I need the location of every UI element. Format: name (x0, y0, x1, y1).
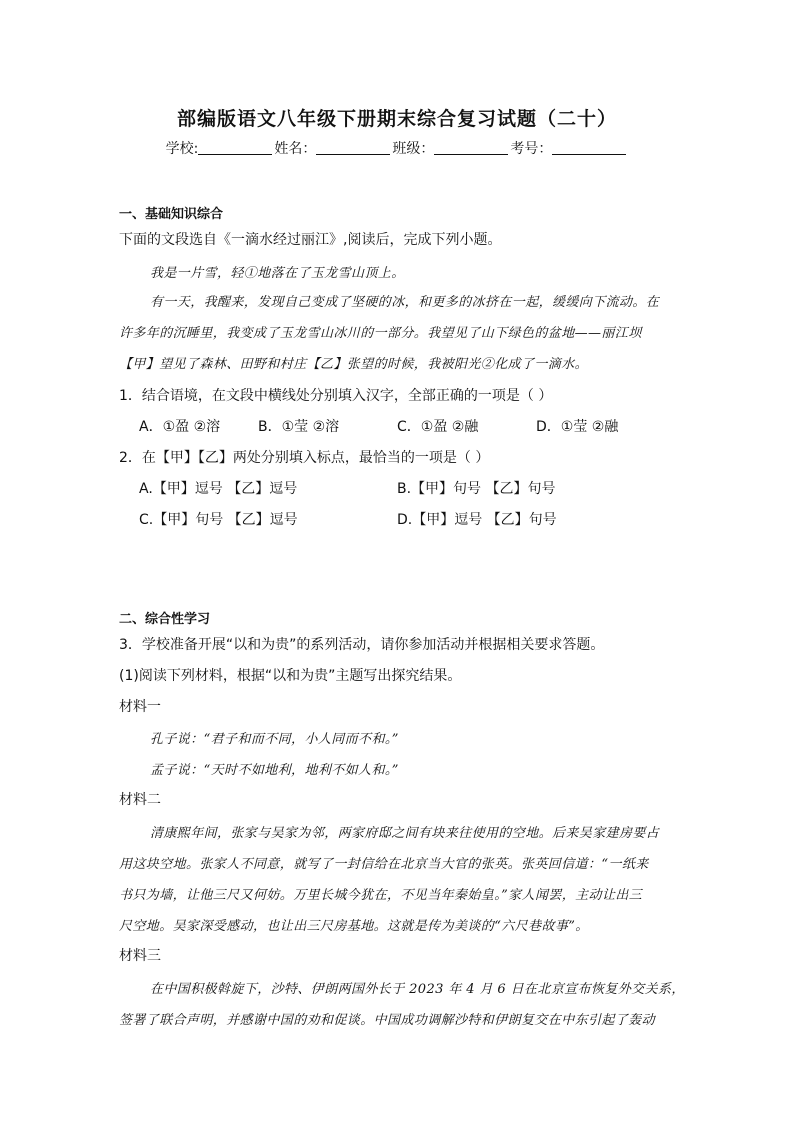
material-2-line: 用这块空地。张家人不同意，就写了一封信给在北京当大官的张英。张英回信道：“一纸来 (119, 857, 649, 872)
question-1: 1．结合语境，在文段中横线处分别填入汉字，全部正确的一项是（ ） (119, 388, 553, 404)
q1-option-d[interactable]: D．①莹 ②融 (536, 419, 619, 435)
name-label: 姓名： (274, 141, 317, 157)
class-blank (434, 140, 508, 155)
q1-option-c[interactable]: C．①盈 ②融 (397, 419, 479, 435)
q1-option-a[interactable]: A．①盈 ②溶 (139, 419, 221, 435)
school-blank (198, 140, 272, 155)
section-heading-1: 一、基础知识综合 (119, 207, 224, 222)
section1-intro: 下面的文段选自《一滴水经过丽江》,阅读后，完成下列小题。 (119, 232, 502, 248)
material-2-line: 书只为墙，让他三尺又何妨。万里长城今犹在，不见当年秦始皇。”家人闻罢，主动让出三 (119, 888, 643, 903)
material-1-line: 孔子说：“君子和而不同，小人同而不和。” (150, 732, 399, 747)
q2-option-d[interactable]: D.【甲】逗号 【乙】句号 (397, 512, 557, 528)
question-3-part-1: (1)阅读下列材料，根据“以和为贵”主题写出探究结果。 (119, 668, 462, 684)
name-blank (316, 140, 390, 155)
material-2-label: 材料二 (119, 792, 161, 808)
question-2: 2．在【甲】【乙】两处分别填入标点，最恰当的一项是（ ） (119, 450, 490, 466)
passage-line: 许多年的沉睡里，我变成了玉龙雪山冰川的一部分。我望见了山下绿色的盆地——丽江坝 (119, 326, 642, 341)
material-3-line: 在中国积极斡旋下，沙特、伊朗两国外长于 2023 年 4 月 6 日在北京宣布恢复外交关系， (150, 982, 685, 997)
question-3: 3．学校准备开展“以和为贵”的系列活动，请你参加活动并根据相关要求答题。 (119, 637, 605, 653)
school-label: 学校: (165, 141, 199, 157)
material-1-label: 材料一 (119, 699, 161, 715)
q2-option-c[interactable]: C.【甲】句号 【乙】逗号 (139, 512, 298, 528)
exam-number-blank (552, 140, 626, 155)
passage-line: 有一天，我醒来，发现自己变成了坚硬的冰，和更多的冰挤在一起，缓缓向下流动。在 (150, 295, 660, 310)
section-heading-2: 二、综合性学习 (119, 612, 211, 627)
exam-number-label: 考号： (510, 141, 553, 157)
class-label: 班级： (392, 141, 435, 157)
passage-line: 我是一片雪，轻①地落在了玉龙雪山顶上。 (150, 266, 405, 281)
student-info-line (0, 138, 794, 158)
q2-option-a[interactable]: A.【甲】逗号 【乙】逗号 (139, 481, 298, 497)
material-2-line: 尺空地。吴家深受感动，也让出三尺房基地。这就是传为美谈的“六尺巷故事”。 (119, 919, 589, 934)
passage-line: 【甲】望见了森林、田野和村庄【乙】张望的时候，我被阳光②化成了一滴水。 (119, 357, 589, 372)
page-title: 部编版语文八年级下册期末综合复习试题（二十） (176, 108, 617, 130)
q1-option-b[interactable]: B．①莹 ②溶 (258, 419, 340, 435)
q2-option-b[interactable]: B.【甲】句号 【乙】句号 (397, 481, 556, 497)
material-1-line: 孟子说：“天时不如地利，地利不如人和。” (150, 763, 399, 778)
material-3-line: 签署了联合声明，并感谢中国的劝和促谈。中国成功调解沙特和伊朗复交在中东引起了轰动 (119, 1013, 656, 1028)
material-3-label: 材料三 (119, 948, 161, 964)
material-2-line: 清康熙年间，张家与吴家为邻，两家府邸之间有块来往使用的空地。后来吴家建房要占 (150, 826, 660, 841)
